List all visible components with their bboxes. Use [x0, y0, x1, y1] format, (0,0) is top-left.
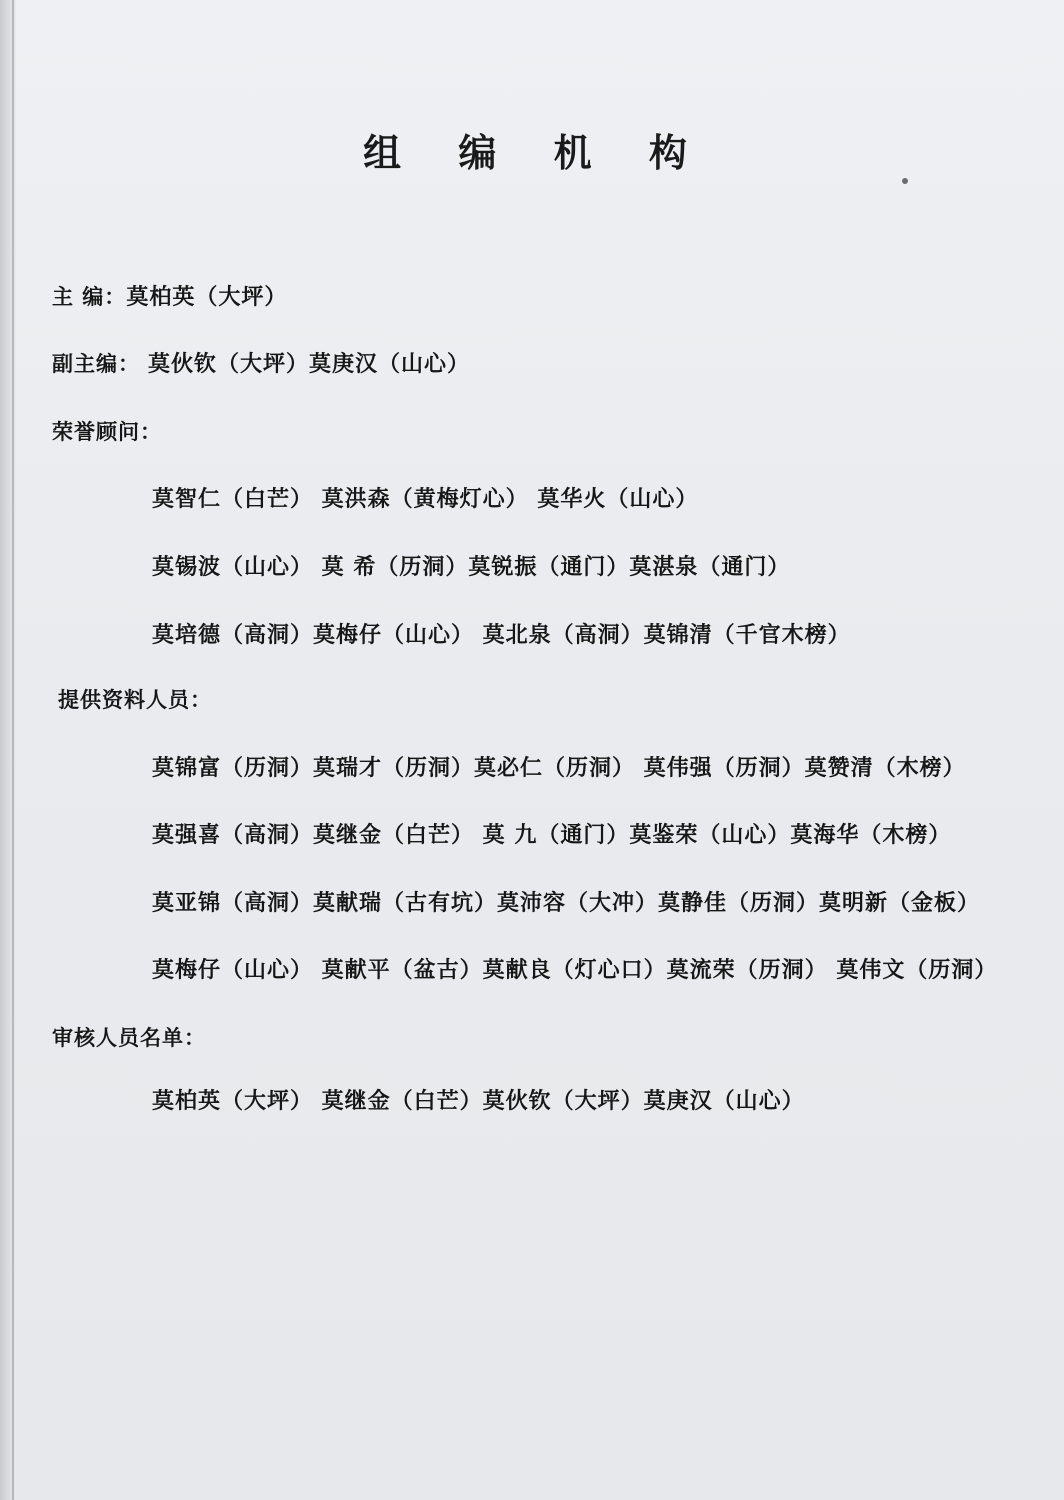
- deputy-editor-label: 副主编：: [52, 352, 140, 376]
- contributors-row: 莫亚锦（高洞）莫献瑞（古有坑）莫沛容（大冲）莫静佳（历洞）莫明新（金板）: [152, 891, 981, 916]
- chief-editor-names: 莫柏英（大坪）: [126, 285, 288, 310]
- honorary-advisors-label: 荣誉顾问：: [52, 420, 162, 444]
- reviewers-label: 审核人员名单：: [52, 1026, 206, 1050]
- honorary-advisors-row: 莫智仁（白芒） 莫洪森（黄梅灯心） 莫华火（山心）: [152, 487, 699, 512]
- paper-speck: [902, 178, 908, 184]
- chief-editor-label: 主 编：: [52, 285, 127, 309]
- contributors-row: 莫锦富（历洞）莫瑞才（历洞）莫必仁（历洞） 莫伟强（历洞）莫赞清（木榜）: [152, 756, 966, 781]
- honorary-advisors-row: 莫培德（高洞）莫梅仔（山心） 莫北泉（高洞）莫锦清（千官木榜）: [152, 623, 851, 648]
- reviewers-row: 莫柏英（大坪） 莫继金（白芒）莫伙钦（大坪）莫庚汉（山心）: [152, 1089, 805, 1114]
- page-title: 组 编 机 构: [363, 131, 709, 175]
- page-binding-line: [12, 0, 14, 1500]
- contributors-label: 提供资料人员：: [58, 688, 212, 712]
- deputy-editor-line: [52, 347, 470, 378]
- contributors-row: 莫强喜（高洞）莫继金（白芒） 莫 九（通门）莫鉴荣（山心）莫海华（木榜）: [152, 823, 952, 848]
- deputy-editor-names: 莫伙钦（大坪）莫庚汉（山心）: [148, 352, 471, 377]
- honorary-advisors-row: 莫锡波（山心） 莫 希（历洞）莫锐振（通门）莫湛泉（通门）: [152, 555, 791, 580]
- chief-editor-line: [52, 280, 287, 311]
- contributors-row: 莫梅仔（山心） 莫献平（盆古）莫献良（灯心口）莫流荣（历洞） 莫伟文（历洞）: [152, 958, 998, 983]
